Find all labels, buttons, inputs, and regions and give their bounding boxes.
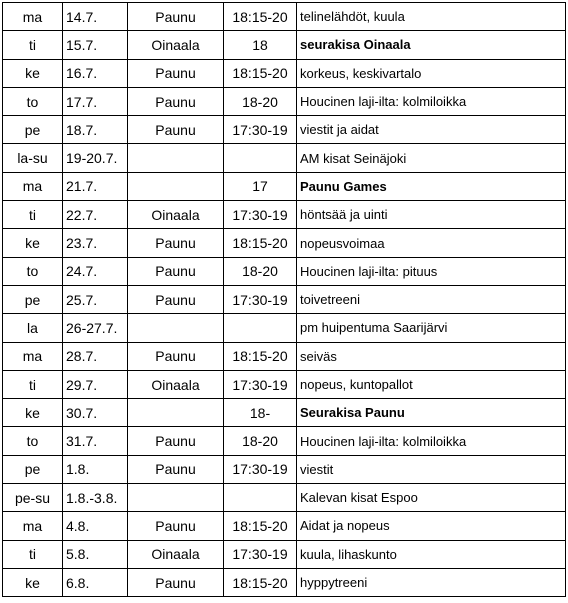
- time-cell: 17:30-19: [224, 116, 297, 144]
- day-cell: to: [3, 257, 63, 285]
- table-row: [3, 370, 566, 398]
- time-cell: 18:15-20: [224, 59, 297, 87]
- table-row: [3, 257, 566, 285]
- table-row: [3, 144, 566, 172]
- note-cell: toivetreeni: [297, 285, 566, 313]
- note-cell: seiväs: [297, 342, 566, 370]
- time-cell: 17:30-19: [224, 285, 297, 313]
- note-cell: Houcinen laji-ilta: kolmiloikka: [297, 87, 566, 115]
- table-row: [3, 314, 566, 342]
- place-cell: Paunu: [128, 116, 224, 144]
- day-cell: ti: [3, 31, 63, 59]
- place-cell: Paunu: [128, 229, 224, 257]
- day-cell: to: [3, 87, 63, 115]
- date-cell: 31.7.: [63, 427, 128, 455]
- place-cell: [128, 314, 224, 342]
- note-cell: viestit ja aidat: [297, 116, 566, 144]
- place-cell: Paunu: [128, 59, 224, 87]
- place-cell: [128, 399, 224, 427]
- table-row: [3, 285, 566, 313]
- day-cell: ma: [3, 172, 63, 200]
- time-cell: 18:15-20: [224, 568, 297, 596]
- table-row: [3, 201, 566, 229]
- table-row: [3, 399, 566, 427]
- table-row: [3, 59, 566, 87]
- day-cell: ma: [3, 3, 63, 31]
- training-schedule-table: [2, 2, 566, 597]
- day-cell: ti: [3, 370, 63, 398]
- table-row: [3, 116, 566, 144]
- day-cell: ke: [3, 399, 63, 427]
- table-row: [3, 87, 566, 115]
- place-cell: Paunu: [128, 257, 224, 285]
- table-row: [3, 540, 566, 568]
- note-cell: hyppytreeni: [297, 568, 566, 596]
- date-cell: 4.8.: [63, 512, 128, 540]
- date-cell: 15.7.: [63, 31, 128, 59]
- day-cell: ma: [3, 512, 63, 540]
- time-cell: 17:30-19: [224, 201, 297, 229]
- schedule-body: [3, 3, 566, 597]
- table-row: [3, 427, 566, 455]
- note-cell: telinelähdöt, kuula: [297, 3, 566, 31]
- date-cell: 19-20.7.: [63, 144, 128, 172]
- table-row: [3, 3, 566, 31]
- date-cell: 1.8.-3.8.: [63, 484, 128, 512]
- date-cell: 6.8.: [63, 568, 128, 596]
- date-cell: 24.7.: [63, 257, 128, 285]
- day-cell: ma: [3, 342, 63, 370]
- place-cell: Paunu: [128, 285, 224, 313]
- day-cell: la-su: [3, 144, 63, 172]
- note-cell: Kalevan kisat Espoo: [297, 484, 566, 512]
- note-cell: nopeusvoimaa: [297, 229, 566, 257]
- time-cell: 17:30-19: [224, 370, 297, 398]
- day-cell: ti: [3, 201, 63, 229]
- date-cell: 18.7.: [63, 116, 128, 144]
- time-cell: 18-20: [224, 87, 297, 115]
- day-cell: ti: [3, 540, 63, 568]
- place-cell: Oinaala: [128, 31, 224, 59]
- date-cell: 23.7.: [63, 229, 128, 257]
- day-cell: ke: [3, 59, 63, 87]
- time-cell: [224, 314, 297, 342]
- date-cell: 26-27.7.: [63, 314, 128, 342]
- time-cell: 18-: [224, 399, 297, 427]
- place-cell: Oinaala: [128, 540, 224, 568]
- table-row: [3, 31, 566, 59]
- time-cell: 18:15-20: [224, 342, 297, 370]
- time-cell: 18-20: [224, 427, 297, 455]
- time-cell: 17:30-19: [224, 540, 297, 568]
- date-cell: 30.7.: [63, 399, 128, 427]
- date-cell: 1.8.: [63, 455, 128, 483]
- time-cell: 18-20: [224, 257, 297, 285]
- place-cell: Oinaala: [128, 201, 224, 229]
- date-cell: 25.7.: [63, 285, 128, 313]
- place-cell: [128, 484, 224, 512]
- table-row: [3, 342, 566, 370]
- note-cell: Paunu Games: [297, 172, 566, 200]
- time-cell: 17: [224, 172, 297, 200]
- day-cell: to: [3, 427, 63, 455]
- date-cell: 16.7.: [63, 59, 128, 87]
- table-row: [3, 229, 566, 257]
- note-cell: Aidat ja nopeus: [297, 512, 566, 540]
- day-cell: ke: [3, 568, 63, 596]
- place-cell: [128, 172, 224, 200]
- day-cell: pe: [3, 116, 63, 144]
- date-cell: 29.7.: [63, 370, 128, 398]
- note-cell: Houcinen laji-ilta: pituus: [297, 257, 566, 285]
- note-cell: viestit: [297, 455, 566, 483]
- note-cell: Houcinen laji-ilta: kolmiloikka: [297, 427, 566, 455]
- note-cell: höntsää ja uinti: [297, 201, 566, 229]
- note-cell: pm huipentuma Saarijärvi: [297, 314, 566, 342]
- note-cell: nopeus, kuntopallot: [297, 370, 566, 398]
- day-cell: pe-su: [3, 484, 63, 512]
- day-cell: pe: [3, 285, 63, 313]
- time-cell: 18: [224, 31, 297, 59]
- date-cell: 28.7.: [63, 342, 128, 370]
- time-cell: [224, 484, 297, 512]
- table-row: [3, 512, 566, 540]
- date-cell: 17.7.: [63, 87, 128, 115]
- date-cell: 21.7.: [63, 172, 128, 200]
- day-cell: la: [3, 314, 63, 342]
- table-row: [3, 484, 566, 512]
- note-cell: kuula, lihaskunto: [297, 540, 566, 568]
- note-cell: AM kisat Seinäjoki: [297, 144, 566, 172]
- time-cell: [224, 144, 297, 172]
- time-cell: 17:30-19: [224, 455, 297, 483]
- place-cell: Oinaala: [128, 370, 224, 398]
- note-cell: seurakisa Oinaala: [297, 31, 566, 59]
- place-cell: Paunu: [128, 455, 224, 483]
- time-cell: 18:15-20: [224, 229, 297, 257]
- date-cell: 14.7.: [63, 3, 128, 31]
- table-row: [3, 172, 566, 200]
- place-cell: Paunu: [128, 427, 224, 455]
- place-cell: Paunu: [128, 3, 224, 31]
- date-cell: 22.7.: [63, 201, 128, 229]
- date-cell: 5.8.: [63, 540, 128, 568]
- day-cell: ke: [3, 229, 63, 257]
- place-cell: Paunu: [128, 568, 224, 596]
- time-cell: 18:15-20: [224, 512, 297, 540]
- note-cell: Seurakisa Paunu: [297, 399, 566, 427]
- time-cell: 18:15-20: [224, 3, 297, 31]
- place-cell: [128, 144, 224, 172]
- place-cell: Paunu: [128, 512, 224, 540]
- place-cell: Paunu: [128, 342, 224, 370]
- note-cell: korkeus, keskivartalo: [297, 59, 566, 87]
- place-cell: Paunu: [128, 87, 224, 115]
- day-cell: pe: [3, 455, 63, 483]
- table-row: [3, 455, 566, 483]
- table-row: [3, 568, 566, 596]
